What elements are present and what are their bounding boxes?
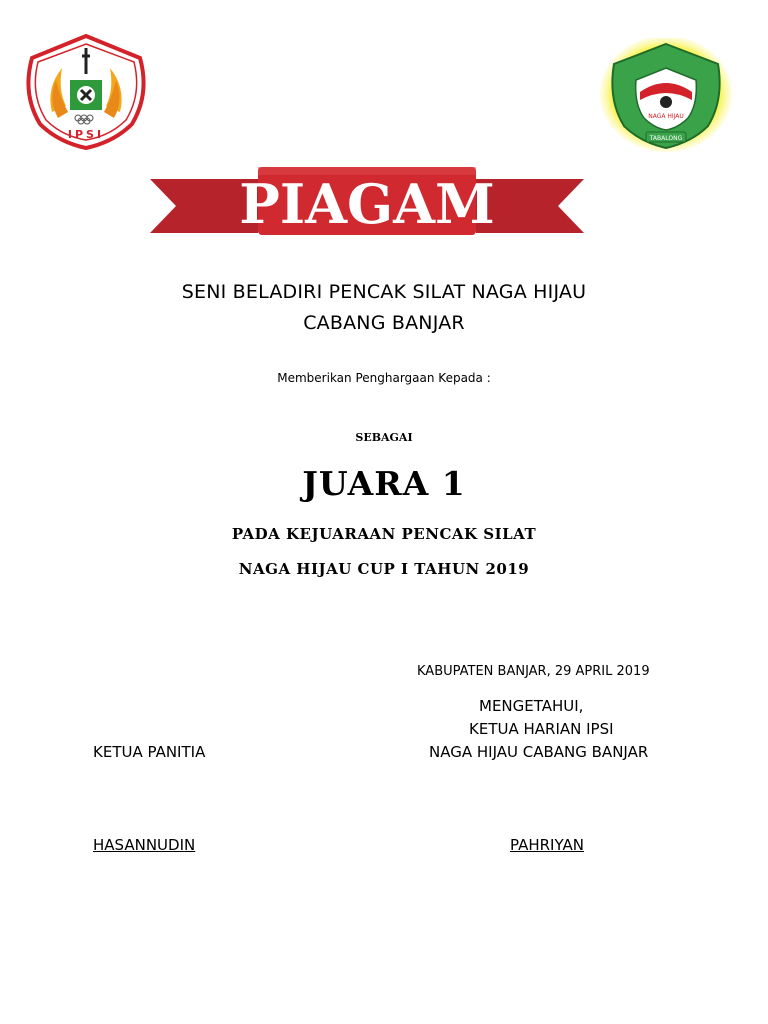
place-date: KABUPATEN BANJAR, 29 APRIL 2019 [417, 664, 650, 679]
ipsi-logo-text: IPSI [67, 128, 105, 141]
svg-text:NAGA HIJAU: NAGA HIJAU [648, 113, 684, 120]
org-name-line2: CABANG BANJAR [303, 312, 465, 334]
event-line2: NAGA HIJAU CUP I TAHUN 2019 [238, 560, 530, 578]
piagam-banner [150, 165, 584, 243]
right-title-3: NAGA HIJAU CABANG BANJAR [429, 743, 649, 761]
org-name-line1: SENI BELADIRI PENCAK SILAT NAGA HIJAU [181, 281, 587, 303]
event-line1: PADA KEJUARAAN PENCAK SILAT [231, 525, 537, 543]
svg-text:TABALONG: TABALONG [649, 135, 683, 142]
right-title-2: KETUA HARIAN IPSI [469, 720, 614, 738]
banner-title: PIAGAM [239, 172, 495, 236]
left-title: KETUA PANITIA [93, 743, 206, 761]
left-signatory-name: HASANNUDIN [93, 836, 196, 854]
as-label: SEBAGAI [355, 431, 413, 444]
given-to-label: Memberikan Penghargaan Kepada : [277, 371, 491, 385]
naga-hijau-logo [600, 38, 732, 154]
right-signatory-name: PAHRIYAN [510, 836, 584, 854]
right-title-1: MENGETAHUI, [479, 697, 584, 715]
ipsi-logo [22, 34, 150, 150]
rank-title: JUARA 1 [302, 464, 466, 503]
